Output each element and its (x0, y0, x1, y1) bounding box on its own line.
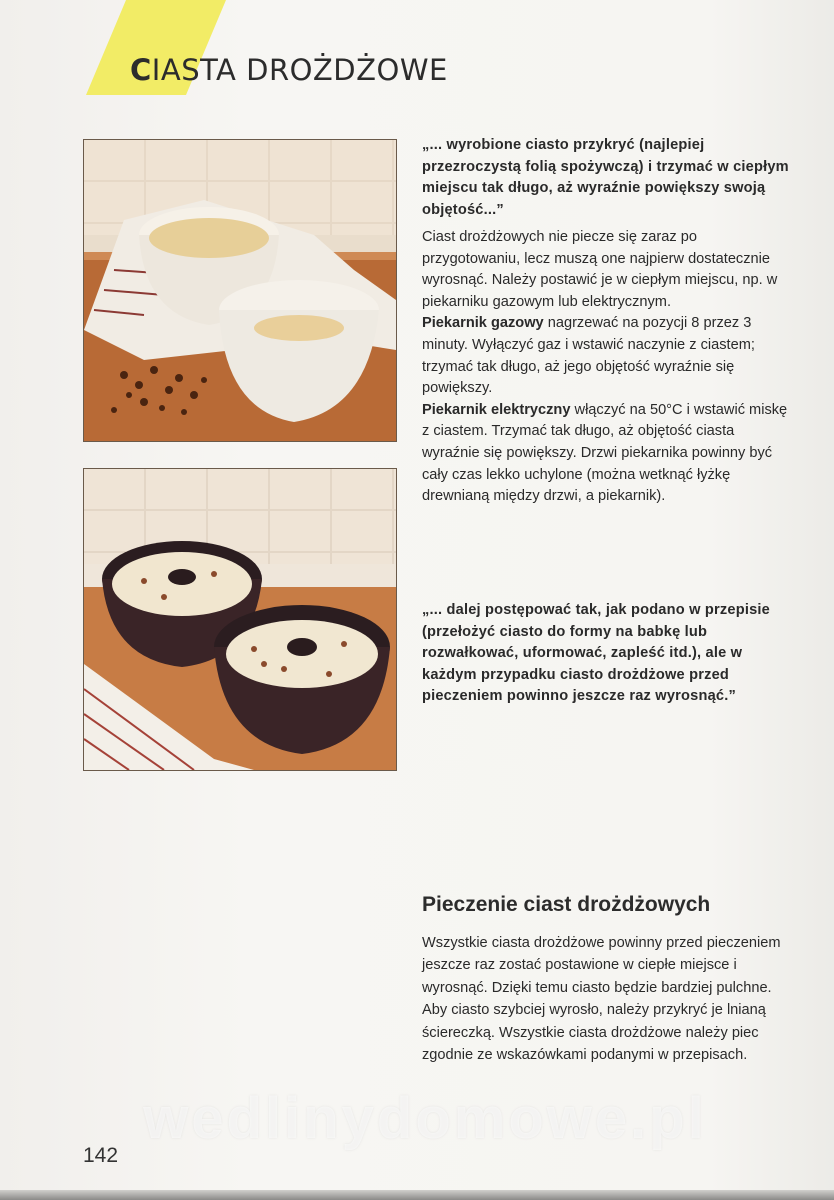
quote-proceed: „... dalej postępować tak, jak podano w przepisie (przełożyć ciasto do formy na babkę lub rozwałkować, uformować, zapleść itd.), ale w każdym przypadku ciasto drożdżowe przed pieczeniem powinno jeszcze raz wyrosnąć.” (422, 602, 770, 705)
gas-oven-paragraph (422, 313, 794, 399)
photo-dough-bowls (83, 139, 397, 442)
title-initial: C (130, 53, 152, 88)
page-number: 142 (83, 1144, 119, 1167)
section-subheading: Pieczenie ciast drożdżowych (422, 893, 711, 917)
rising-instructions (422, 227, 794, 508)
electric-oven-label: Piekarnik elektryczny (422, 401, 571, 418)
gas-oven-text: nagrzewać na pozycji 8 przez 3 minuty. Wyłączyć gaz i wstawić naczynie z ciastem; trzymać tak długo, aż jego objętość wyraźnie się powiększy. (422, 315, 755, 397)
intro-paragraph: Ciast drożdżowych nie piecze się zaraz po przygotowaniu, lecz muszą one najpierw dostatecznie wyrosnąć. Należy postawić je w ciepłym miejscu, np. w piekarniku gazowym lub elektrycznym. (422, 229, 778, 310)
gas-oven-label: Piekarnik gazowy (422, 315, 544, 332)
title-rest: IASTA DROŻDŻOWE (151, 53, 448, 88)
page-bottom-edge (0, 1190, 834, 1200)
electric-oven-text: włączyć na 50°C i wstawić miskę z ciastem. Trzymać tak długo, aż objętość ciasta wyraźnie się powiększy. Drzwi piekarnika powinny być cały czas lekko uchylone (można wetknąć łyżkę drewnianą między drzwi, a piekarnik). (422, 401, 788, 505)
quote-cover-dough: „... wyrobione ciasto przykryć (najlepiej przezroczystą folią spożywczą) i trzymać w ciepłym miejscu tak długo, aż wyraźnie powiększy swoją objętość...” (422, 137, 789, 218)
page-title (130, 53, 448, 87)
watermark: wedlinydomowe.pl (143, 1086, 707, 1151)
electric-oven-paragraph (422, 400, 794, 508)
baking-paragraph: Wszystkie ciasta drożdżowe powinny przed pieczeniem jeszcze raz zostać postawione w ciepłe miejsce i wyrosnąć. Dzięki temu ciasto będzie bardziej pulchne. Aby ciasto szybciej wyrosło, należy przykryć je lnianą ściereczką. Wszystkie ciasta drożdżowe należy piec zgodnie ze wskazówkami podanymi w przepisach. (422, 935, 781, 1064)
photo-babka-forms (83, 468, 397, 771)
